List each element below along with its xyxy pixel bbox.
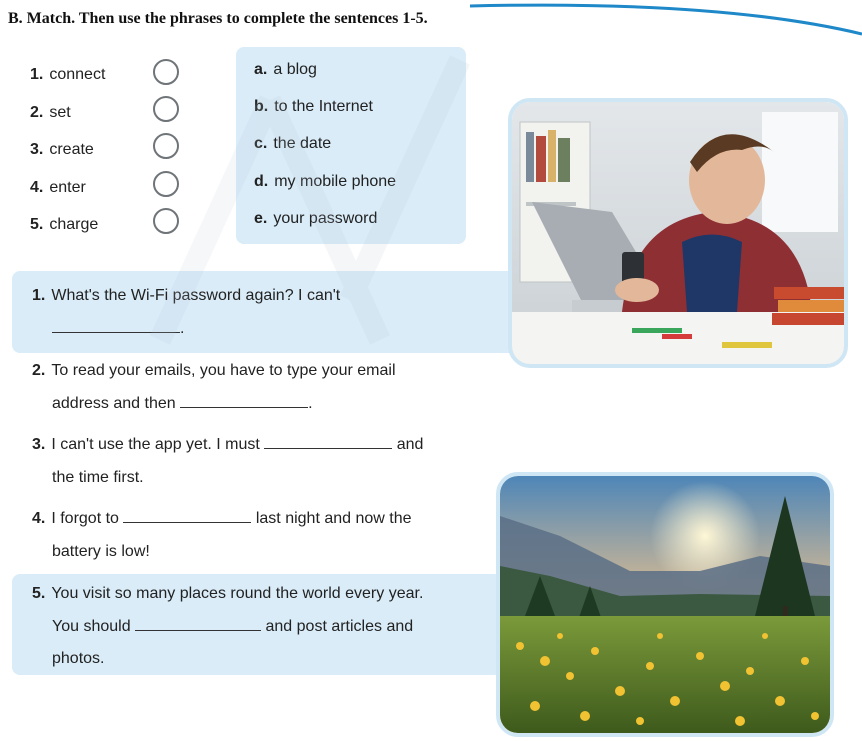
sentence-1-line2: .: [52, 313, 184, 345]
sentence-2-line2: address and then .: [52, 395, 313, 412]
phrase-c: c. the date: [254, 135, 332, 152]
teen-phone-photo: [508, 98, 848, 368]
sentence-4-line2: battery is low!: [52, 543, 150, 560]
header-decoration-line: [470, 0, 862, 40]
word-1: 1. connect: [30, 66, 106, 83]
blank-4[interactable]: [123, 508, 251, 523]
exercise-title: B. Match. Then use the phrases to complete the sentences 1-5.: [8, 10, 428, 27]
sentence-5: 5. You visit so many places round the world every year.: [32, 585, 424, 602]
blank-1[interactable]: [52, 318, 180, 333]
phrase-a: a. a blog: [254, 61, 317, 78]
sentence-5-line2: You should and post articles and: [52, 618, 414, 635]
sentence-1: 1. What's the Wi-Fi password again? I can't: [32, 287, 341, 304]
blank-3[interactable]: [264, 434, 392, 449]
phrase-b: b. to the Internet: [254, 98, 373, 115]
word-4: 4. enter: [30, 179, 86, 196]
answer-circle-4[interactable]: [153, 171, 179, 197]
phrase-d: d. my mobile phone: [254, 173, 397, 190]
phrase-e: e. your password: [254, 210, 378, 227]
blank-5[interactable]: [135, 616, 261, 631]
sentence-5-line3: photos.: [52, 650, 105, 667]
answer-circle-1[interactable]: [153, 59, 179, 85]
answer-circle-2[interactable]: [153, 96, 179, 122]
sentence-4: 4. I forgot to last night and now the: [32, 510, 412, 527]
word-5: 5. charge: [30, 216, 99, 233]
word-3: 3. create: [30, 141, 94, 158]
answer-circle-3[interactable]: [153, 133, 179, 159]
sentence-3: 3. I can't use the app yet. I must and: [32, 436, 424, 453]
sentence-3-line2: the time first.: [52, 469, 144, 486]
word-2: 2. set: [30, 104, 71, 121]
sentence-2: 2. To read your emails, you have to type your email: [32, 362, 396, 379]
answer-circle-5[interactable]: [153, 208, 179, 234]
blank-2[interactable]: [180, 393, 308, 408]
landscape-photo: [496, 472, 834, 737]
